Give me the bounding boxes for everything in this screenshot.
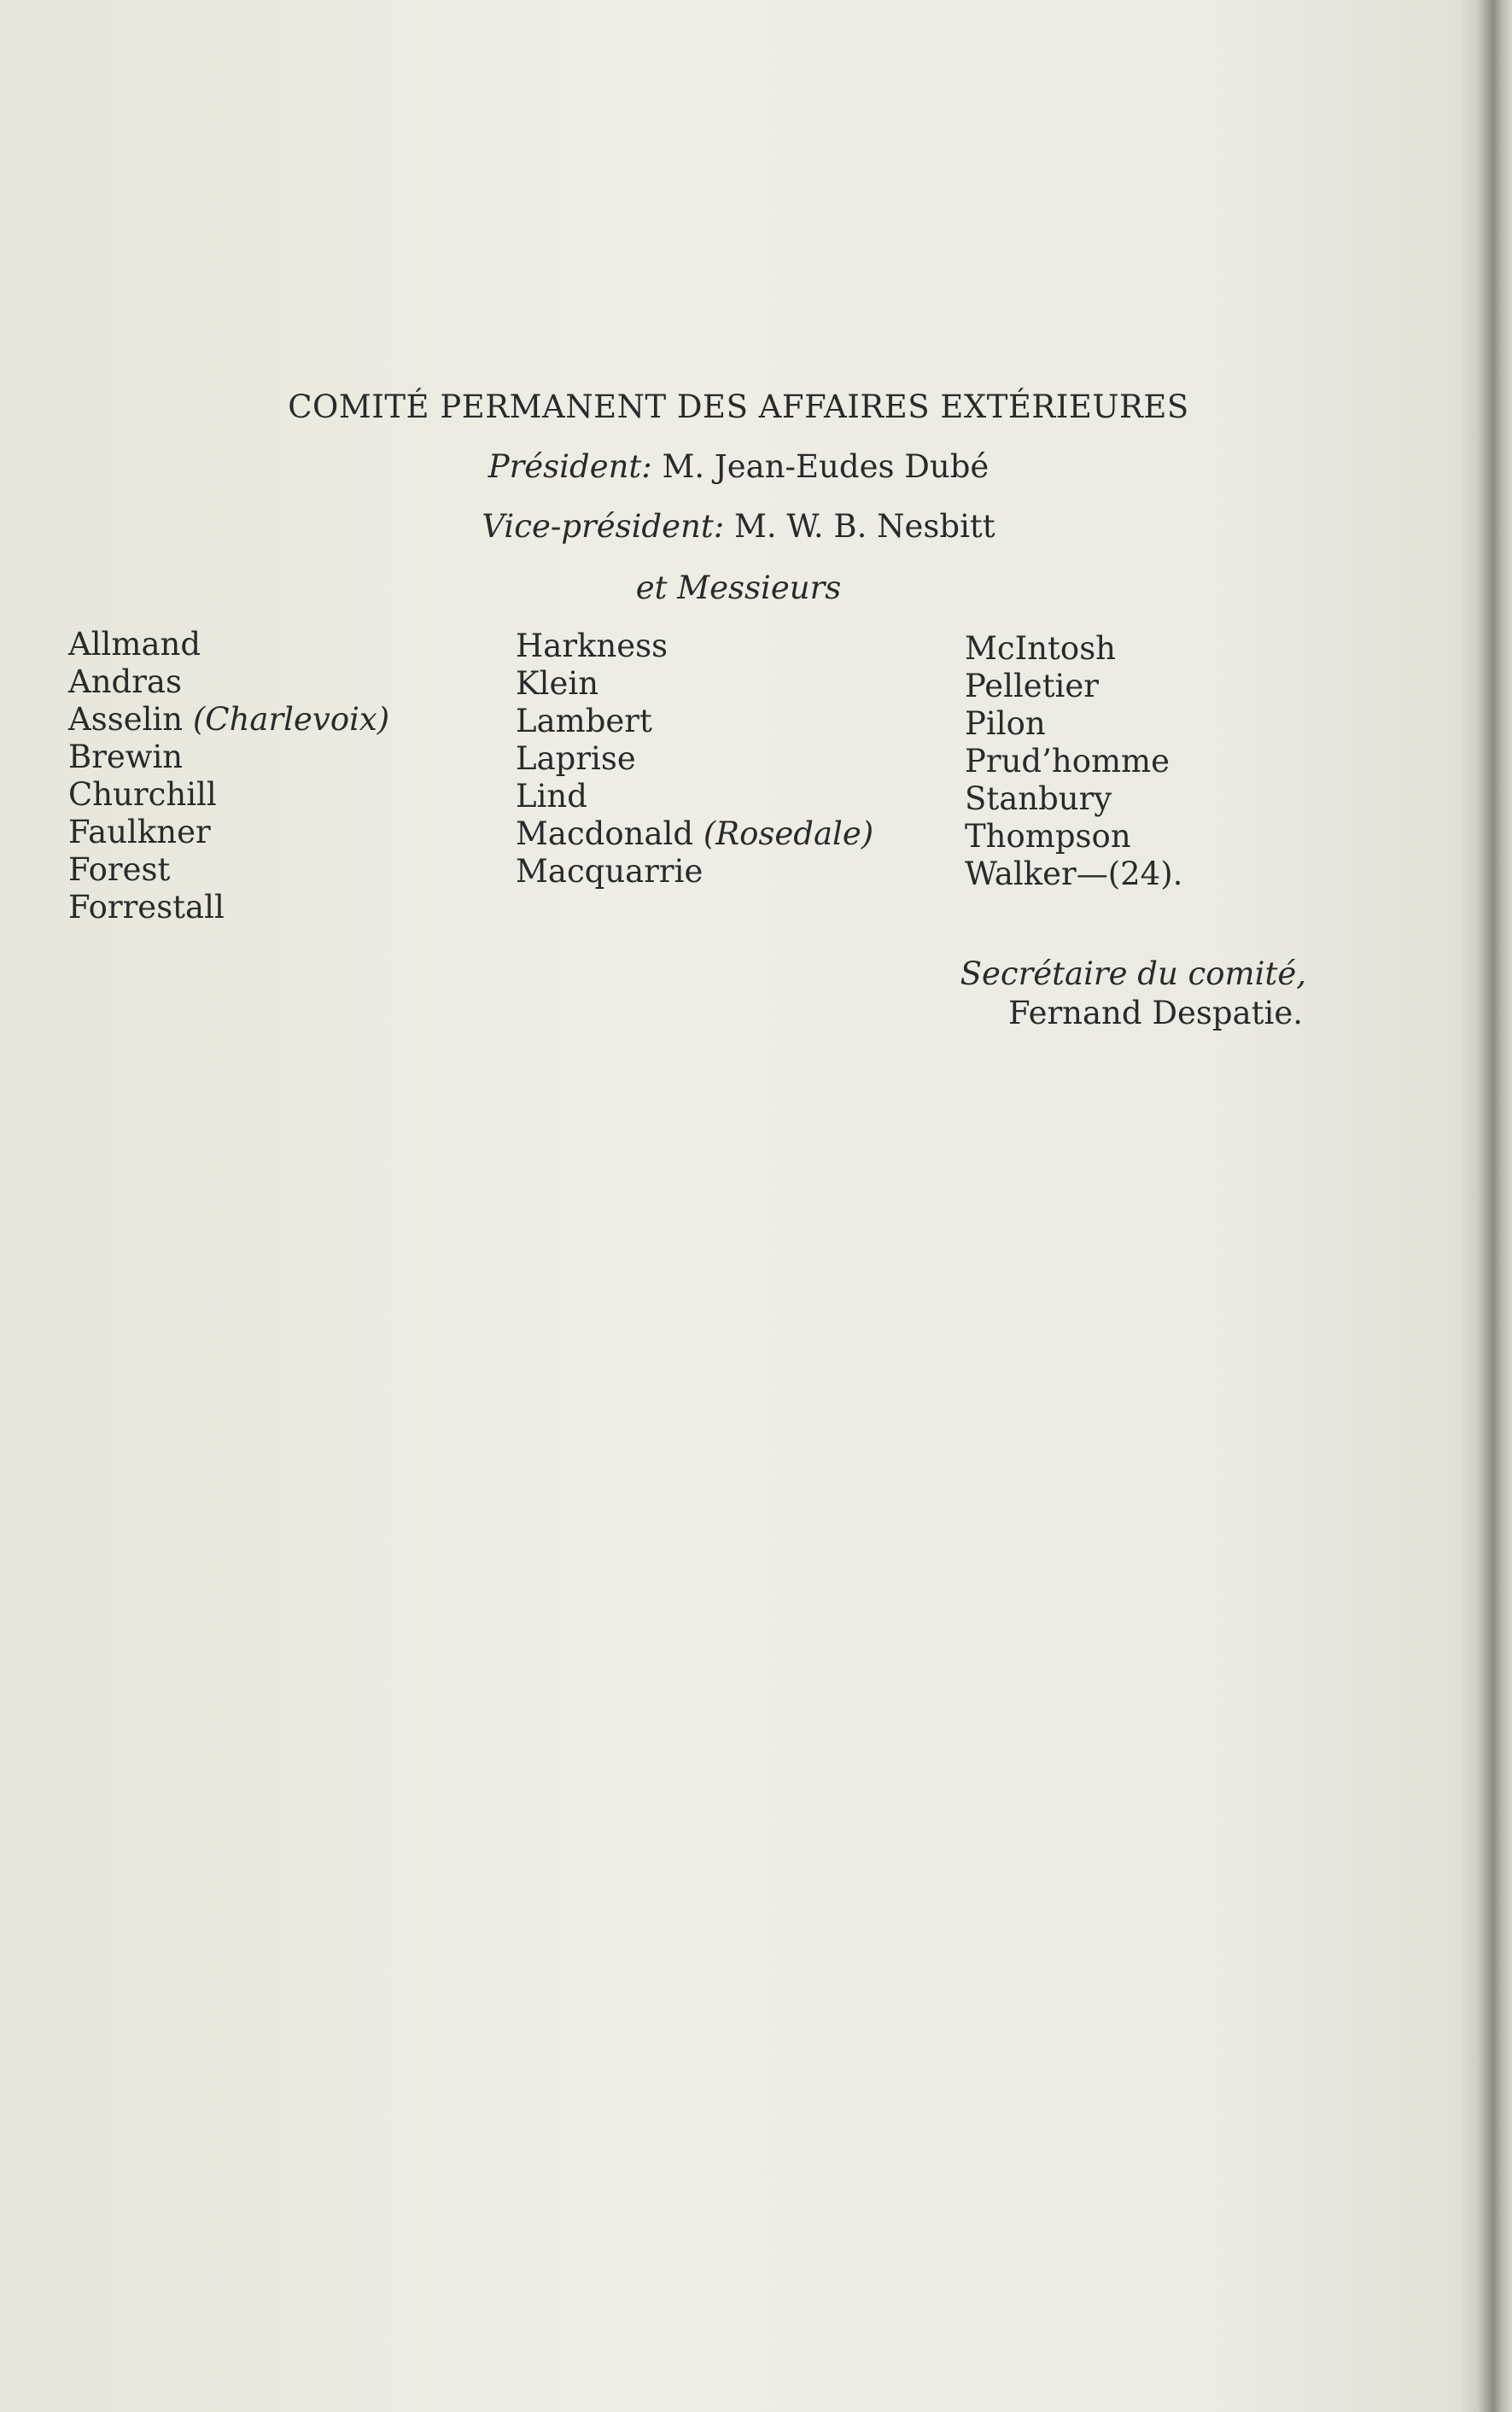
member-name: Walker—(24). <box>965 856 1183 892</box>
member-name: Brewin <box>68 739 184 775</box>
secretary-name: Fernand Despatie. <box>1007 995 1303 1031</box>
committee-title: COMITÉ PERMANENT DES AFFAIRES EXTÉRIEURES <box>288 388 1189 425</box>
book-spine <box>1478 0 1512 2412</box>
member-name: Harkness <box>516 628 668 664</box>
member-name: Macquarrie <box>516 853 703 890</box>
member-name: Thompson <box>965 818 1131 855</box>
member-name: Lambert <box>516 703 652 739</box>
member-name: Faulkner <box>68 814 211 850</box>
member-name: Laprise <box>516 740 636 777</box>
members-column-2 <box>516 628 873 891</box>
member-name: McIntosh <box>965 630 1117 667</box>
spine-shadow <box>1459 0 1478 2412</box>
member-name: Stanbury <box>965 780 1112 817</box>
member-name: Pilon <box>965 705 1046 742</box>
member-name: Andras <box>68 663 182 700</box>
member-riding: (Rosedale) <box>703 815 874 852</box>
vice-president-line <box>0 508 1477 545</box>
member-name: Klein <box>516 665 599 702</box>
president-line <box>0 448 1477 485</box>
vice-president-name: M. W. B. Nesbitt <box>733 508 995 545</box>
president-name: M. Jean-Eudes Dubé <box>662 448 990 485</box>
member-name: Macdonald <box>516 815 694 852</box>
member-name: Asselin <box>68 701 184 738</box>
member-name: Prud’homme <box>965 743 1170 780</box>
secretary-block <box>939 955 1306 1033</box>
member-name: Allmand <box>68 626 201 663</box>
president-label: Président: <box>487 448 652 485</box>
members-column-3 <box>965 630 1182 893</box>
member-asselin <box>68 701 389 739</box>
members-intro: et Messieurs <box>635 569 842 606</box>
member-name: Forrestall <box>68 889 225 926</box>
vice-president-label: Vice-président: <box>482 508 725 545</box>
members-column-1 <box>68 626 389 926</box>
member-name: Pelletier <box>965 668 1099 704</box>
member-riding: (Charlevoix) <box>192 701 390 738</box>
secretary-label: Secrétaire du comité, <box>960 955 1306 992</box>
member-name: Churchill <box>68 776 217 813</box>
member-name: Forest <box>68 851 171 888</box>
member-name: Lind <box>516 778 587 815</box>
member-macdonald <box>516 815 873 853</box>
